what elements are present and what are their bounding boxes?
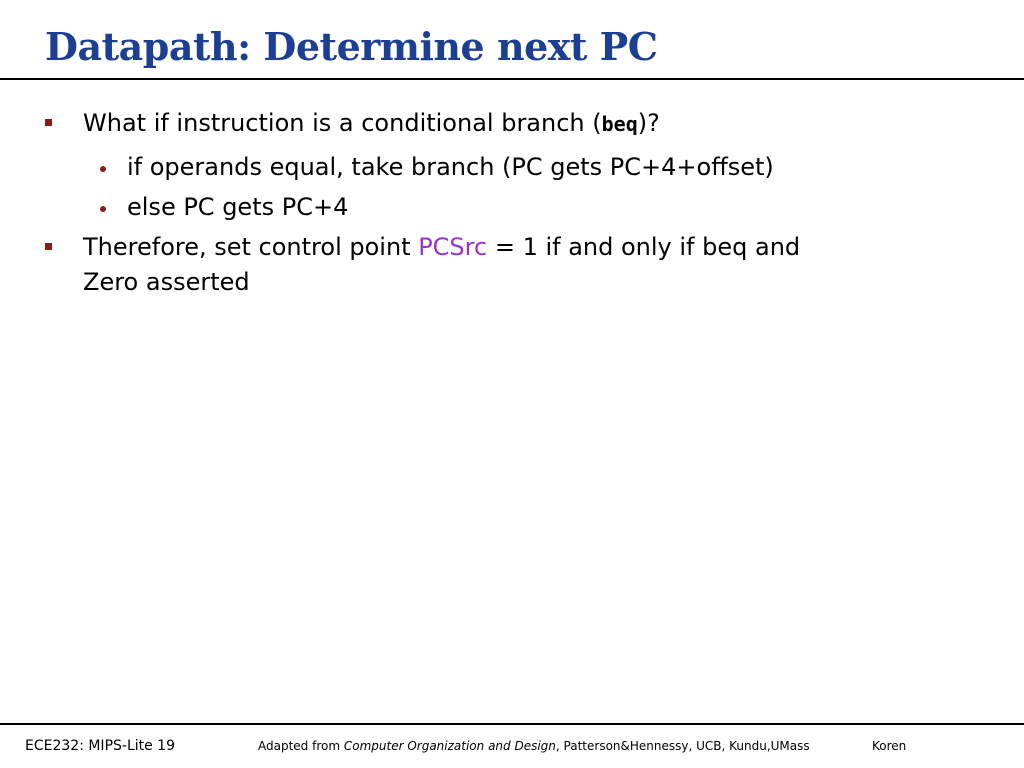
bullet-conditional-branch [83,106,660,142]
bullet-text: )? [637,109,660,137]
dot-bullet-icon [100,166,106,172]
dot-bullet-icon [100,206,106,212]
subbullet-text: else PC gets PC+4 [127,193,349,221]
footer-divider [0,723,1024,725]
book-title: Computer Organization and Design [343,739,556,753]
subbullet-else-pc [127,190,348,225]
square-bullet-icon [45,119,52,126]
bullet-text: = 1 if and only if beq and [487,233,801,261]
bullet-text: Therefore, set control point [83,233,419,261]
subbullet-take-branch [127,150,774,185]
bullet-set-control-point-continuation [83,265,250,300]
footer-author: Koren [872,739,907,753]
title-divider [0,78,1024,80]
subbullet-text: if operands equal, take branch (PC gets PC+4+offset) [127,153,774,181]
attribution-prefix: Adapted from [258,739,344,753]
slide-title: Datapath: Determine next PC [45,24,658,69]
bullet-text: What if instruction is a conditional branch ( [83,109,602,137]
footer-attribution [258,739,810,753]
code-beq: beq [601,112,638,136]
attribution-suffix: , Patterson&Hennessy, UCB, Kundu,UMass [555,739,810,753]
bullet-set-control-point [83,230,800,265]
pcsrc-highlight: PCSrc [418,233,488,261]
bullet-text: Zero asserted [83,268,250,296]
square-bullet-icon [45,243,52,250]
footer-course-label: ECE232: MIPS-Lite 19 [25,738,176,754]
